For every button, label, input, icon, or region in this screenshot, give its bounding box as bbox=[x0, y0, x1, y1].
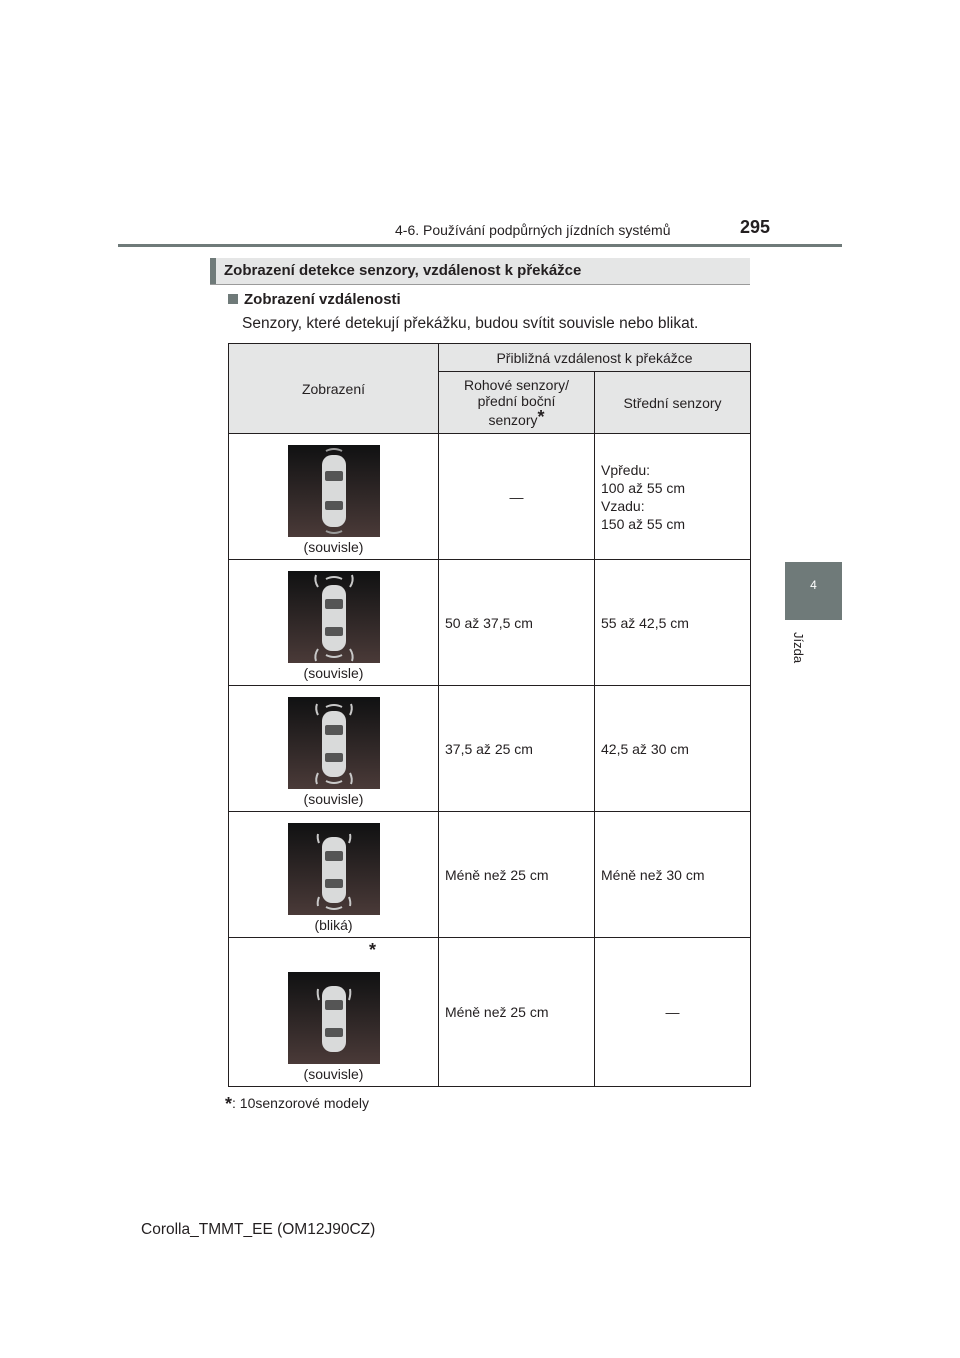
sensor-display-image bbox=[288, 697, 380, 789]
table-row bbox=[229, 812, 751, 938]
display-caption: (bliká) bbox=[314, 917, 353, 933]
chapter-tab: 4 bbox=[785, 562, 842, 620]
th-display: Zobrazení bbox=[229, 344, 439, 434]
display-cell bbox=[229, 686, 439, 812]
display-cell bbox=[229, 560, 439, 686]
th-center-sensors: Střední senzory bbox=[595, 372, 751, 434]
display-cell bbox=[229, 938, 439, 1087]
display-cell bbox=[229, 434, 439, 560]
header-rule bbox=[118, 244, 842, 247]
display-caption: (souvisle) bbox=[303, 1066, 364, 1082]
table-row bbox=[229, 686, 751, 812]
table-row bbox=[229, 560, 751, 686]
corner-value: Méně než 25 cm bbox=[439, 812, 595, 938]
display-cell bbox=[229, 812, 439, 938]
display-caption: (souvisle) bbox=[303, 791, 364, 807]
footnote-mark: * bbox=[369, 940, 377, 960]
corner-value: — bbox=[439, 434, 595, 560]
center-value: Vpředu: 100 až 55 cm Vzadu: 150 až 55 cm bbox=[595, 434, 751, 560]
table-row bbox=[229, 938, 751, 1087]
display-caption: (souvisle) bbox=[303, 539, 364, 555]
center-value: 55 až 42,5 cm bbox=[595, 560, 751, 686]
distance-table bbox=[228, 343, 751, 1087]
sensor-display-image bbox=[288, 972, 380, 1064]
center-value: Méně než 30 cm bbox=[595, 812, 751, 938]
table-row bbox=[229, 434, 751, 560]
display-caption: (souvisle) bbox=[303, 665, 364, 681]
section-title-bar bbox=[210, 258, 750, 285]
sensor-display-image bbox=[288, 571, 380, 663]
page-number: 295 bbox=[740, 217, 771, 237]
center-value: — bbox=[595, 938, 751, 1087]
th-corner-sensors: Rohové senzory/ přední boční senzory* bbox=[439, 372, 595, 434]
corner-value: 37,5 až 25 cm bbox=[439, 686, 595, 812]
corner-value: 50 až 37,5 cm bbox=[439, 560, 595, 686]
subheading: Zobrazení vzdálenosti bbox=[228, 291, 401, 308]
section-title: Zobrazení detekce senzory, vzdálenost k překážce bbox=[224, 262, 582, 279]
corner-value: Méně než 25 cm bbox=[439, 938, 595, 1087]
th-distance-group: Přibližná vzdálenost k překážce bbox=[439, 344, 751, 372]
sensor-display-image bbox=[288, 823, 380, 915]
chapter-label: Jízda bbox=[791, 632, 806, 664]
running-header: 4-6. Používání podpůrných jízdních systémů bbox=[395, 222, 671, 238]
model-code: Corolla_TMMT_EE (OM12J90CZ) bbox=[141, 1221, 376, 1238]
intro-text: Senzory, které detekují překážku, budou svítit souvisle nebo blikat. bbox=[242, 315, 699, 332]
center-value: 42,5 až 30 cm bbox=[595, 686, 751, 812]
sensor-display-image bbox=[288, 445, 380, 537]
footnote: *: 10senzorové modely bbox=[225, 1094, 369, 1114]
